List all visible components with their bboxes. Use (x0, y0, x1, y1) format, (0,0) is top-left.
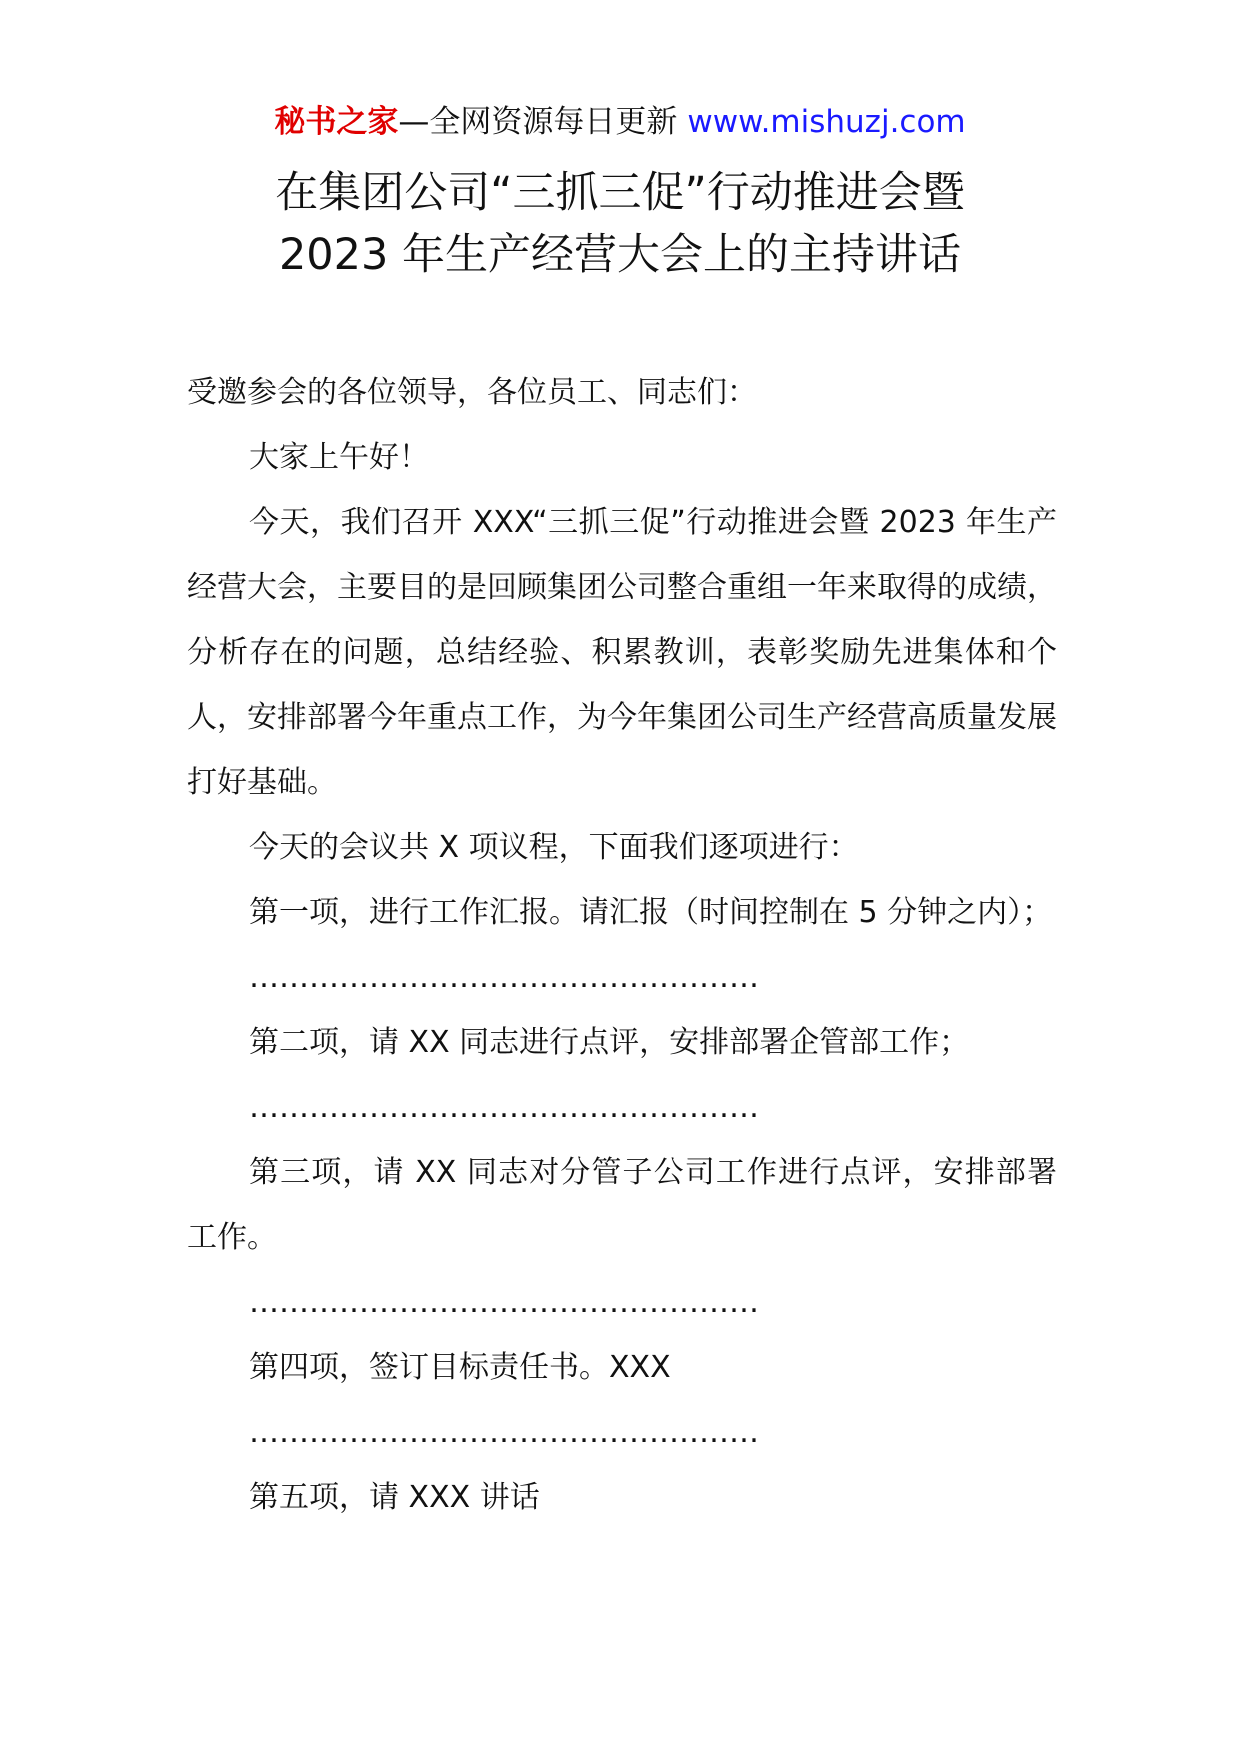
title-line-2: 2023 年生产经营大会上的主持讲话 (278, 230, 962, 280)
ellipsis-separator: …………………………………………… (249, 1090, 759, 1125)
ellipsis-separator: …………………………………………… (249, 1415, 759, 1450)
document-body (187, 360, 1057, 1530)
ellipsis-separator: …………………………………………… (249, 1285, 759, 1320)
site-header (0, 102, 1240, 142)
salutation: 受邀参会的各位领导，各位员工、同志们： (187, 375, 757, 410)
agenda-item-1: 第一项，进行工作汇报。请汇报（时间控制在 5 分钟之内）； (249, 895, 1053, 930)
agenda-item-3: 第三项，请 XX 同志对分管子公司工作进行点评，安排部署工作。 (187, 1155, 1057, 1255)
site-brand: 秘书之家 (274, 104, 399, 140)
intro-paragraph: 今天，我们召开 XXX“三抓三促”行动推进会暨 2023 年生产经营大会，主要目的是回顾集团公司整合重组一年来取得的成绩，分析存在的问题，总结经验、积累教训，表彰奖励先进集体和个人，安排部署今年重点工作，为今年集团公司生产经营高质量发展打好基础。 (187, 505, 1057, 800)
agenda-item-4: 第四项，签订目标责任书。XXX (249, 1350, 671, 1385)
greeting: 大家上午好！ (249, 440, 429, 475)
agenda-item-2: 第二项，请 XX 同志进行点评，安排部署企管部工作； (249, 1025, 970, 1060)
site-url-link[interactable]: www.mishuzj.com (687, 104, 966, 140)
ellipsis-separator: …………………………………………… (249, 960, 759, 995)
site-tagline: —全网资源每日更新 (398, 104, 678, 140)
agenda-item-5: 第五项，请 XXX 讲话 (249, 1480, 540, 1515)
document-title (0, 162, 1240, 286)
title-line-1: 在集团公司“三抓三促”行动推进会暨 (275, 168, 965, 218)
agenda-intro: 今天的会议共 X 项议程，下面我们逐项进行： (249, 830, 859, 865)
